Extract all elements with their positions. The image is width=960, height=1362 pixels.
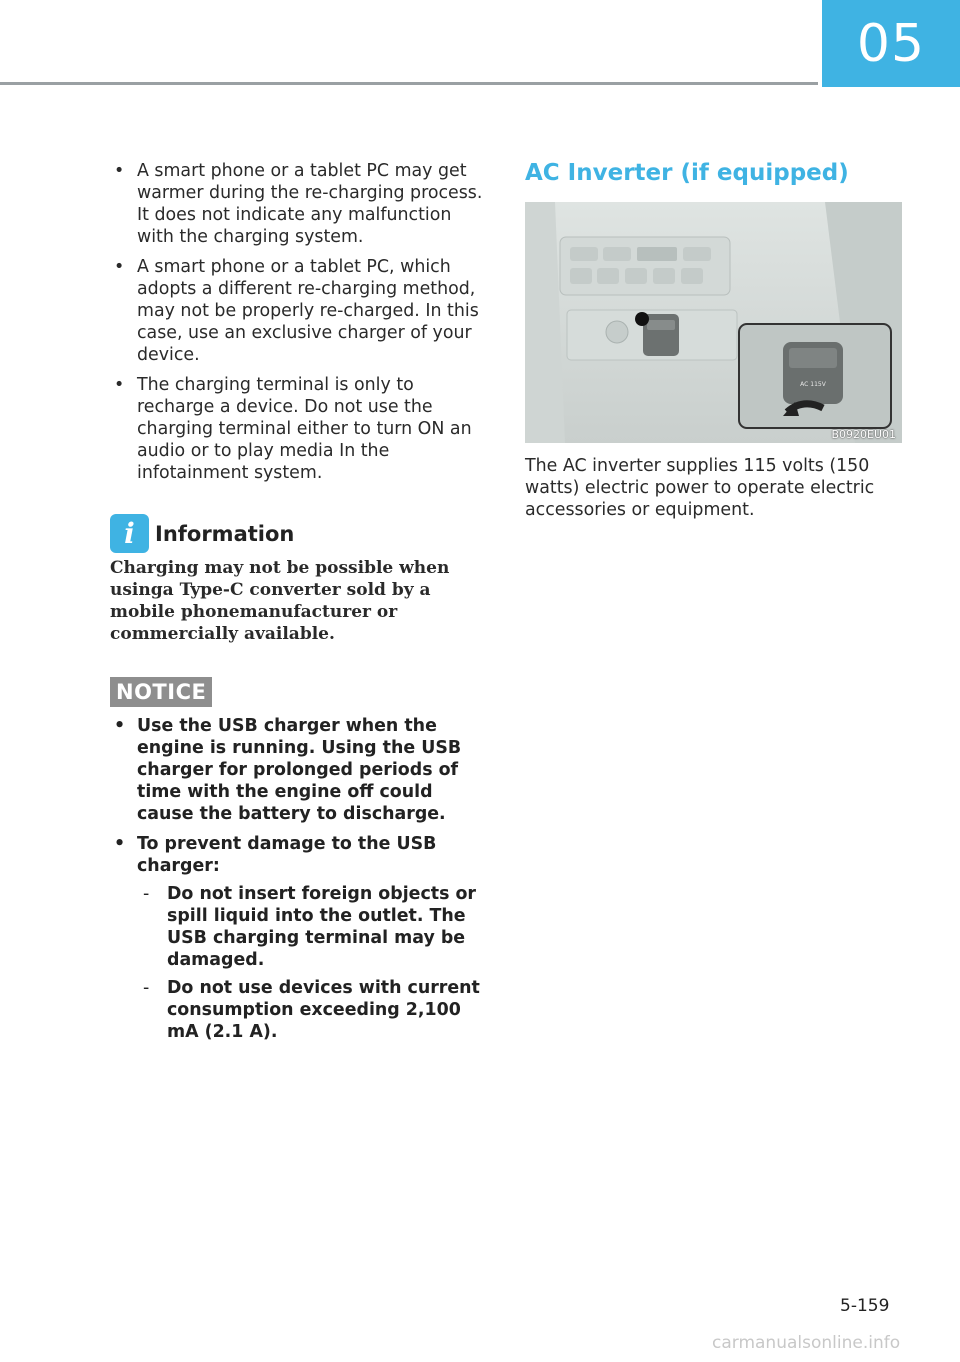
page-number: 5-159: [840, 1296, 890, 1316]
notice-sub-list: [137, 883, 490, 1043]
left-column: [110, 160, 490, 1051]
figure-code: B0920EU01: [831, 428, 896, 441]
information-header: [110, 514, 490, 553]
right-column: [525, 160, 905, 521]
list-item: • A smart phone or a tablet PC, which adopts a different re-charging method, may not be properly re-charged. In this case, use an exclusive charger of your device.: [110, 256, 490, 366]
console-illustration: [525, 202, 902, 443]
information-icon: i: [110, 514, 149, 553]
notice-item-text: To prevent damage to the USB charger:: [137, 834, 437, 876]
notice-sub-item: - Do not use devices with current consumption exceeding 2,100 mA (2.1 A).: [137, 977, 490, 1043]
information-body: Charging may not be possible when usinga Type-C converter sold by a mobile phonemanufacturer or commercially available.: [110, 558, 450, 644]
notice-badge: NOTICE: [110, 677, 212, 707]
section-title: AC Inverter (if equipped): [525, 160, 849, 186]
chapter-tab: 05: [822, 0, 960, 87]
ac-inverter-figure: [525, 202, 902, 443]
charging-notes-list: [110, 160, 490, 484]
notice-item: [110, 833, 490, 1043]
inset-outlet-label: AC 115V: [800, 381, 826, 388]
watermark: carmanualsonline.info: [712, 1333, 901, 1353]
ac-inverter-description: The AC inverter supplies 115 volts (150 watts) electric power to operate electric accessories or equipment.: [525, 456, 875, 520]
list-item: • A smart phone or a tablet PC may get warmer during the re-charging process. It does not indicate any malfunction with the charging system.: [110, 160, 490, 248]
notice-sub-item: - Do not insert foreign objects or spill liquid into the outlet. The USB charging terminal may be damaged.: [137, 883, 490, 971]
list-item: • The charging terminal is only to recharge a device. Do not use the charging terminal either to turn ON an audio or to play media In the infotainment system.: [110, 374, 490, 484]
header-rule: [0, 82, 818, 85]
information-title: Information: [155, 521, 295, 546]
notice-item: • Use the USB charger when the engine is running. Using the USB charger for prolonged periods of time with the engine off could cause the battery to discharge.: [110, 715, 490, 825]
notice-list: [110, 715, 490, 1043]
